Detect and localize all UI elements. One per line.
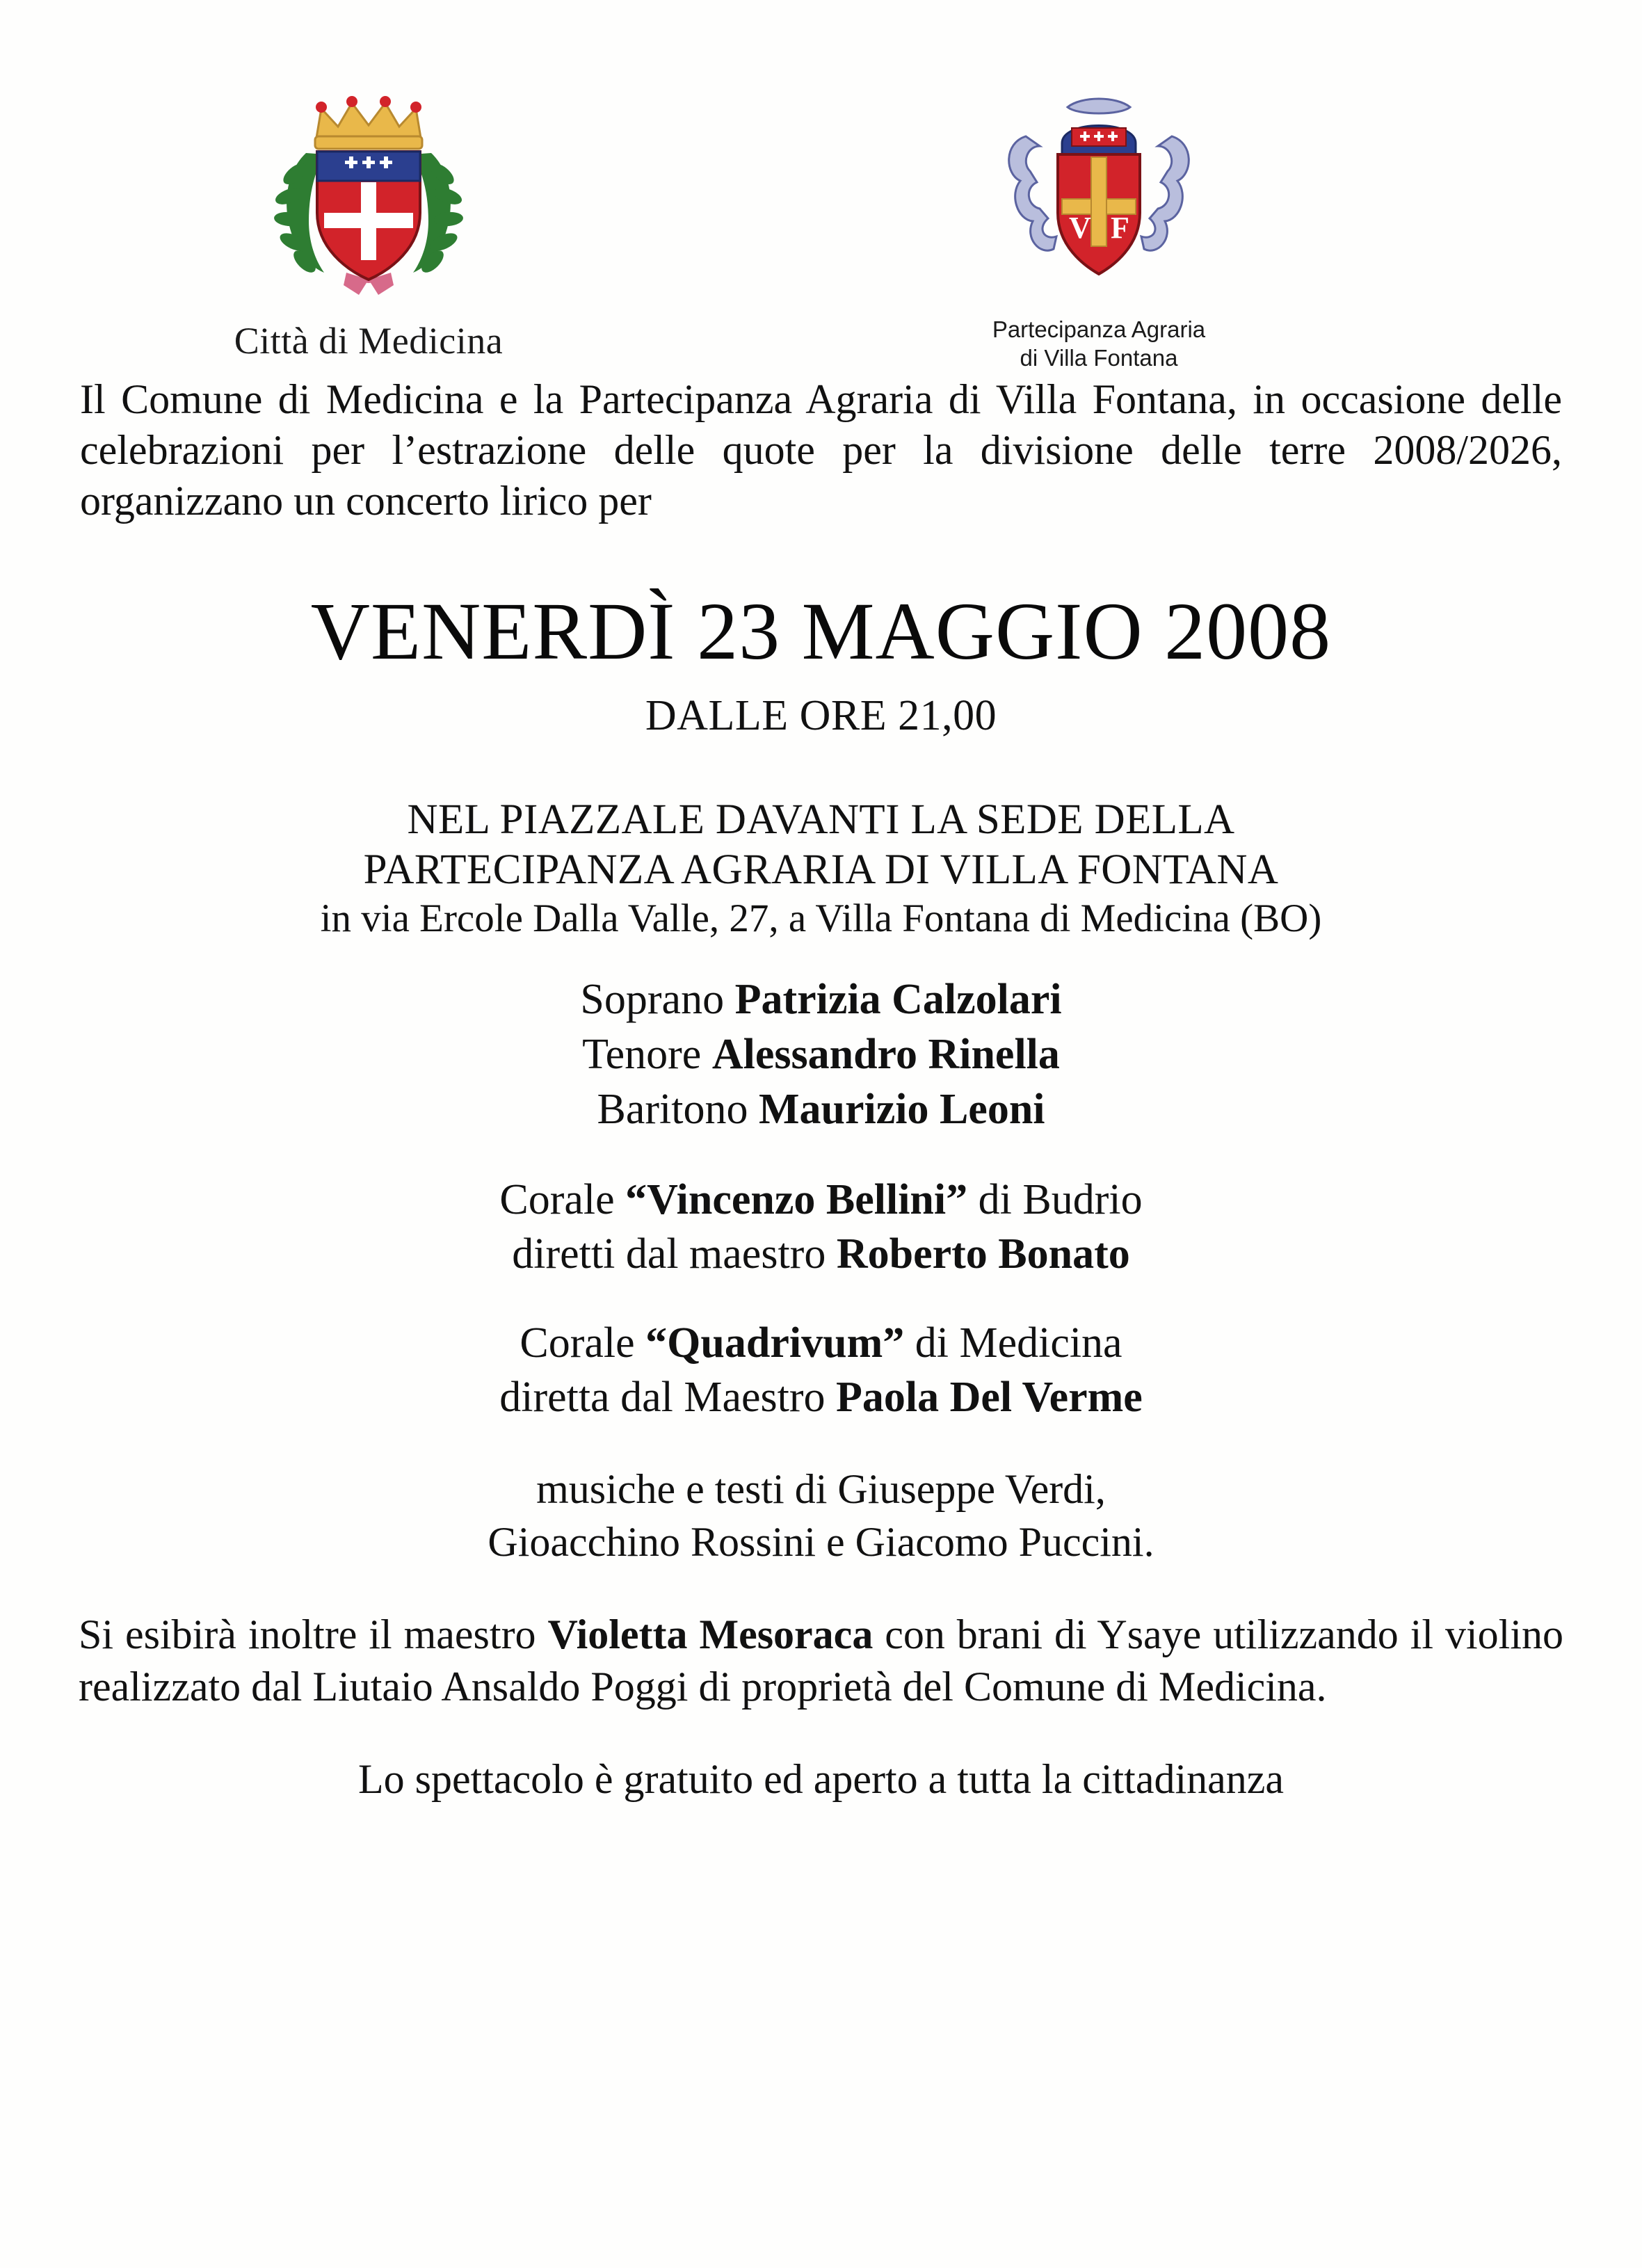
choir-suffix-quadrivum: di Medicina (915, 1319, 1122, 1367)
cast-role-baritono: Baritono (597, 1086, 748, 1134)
extra-performer-paragraph (79, 1609, 1563, 1712)
music-credits (66, 1463, 1576, 1568)
intro-paragraph: Il Comune di Medicina e la Partecipanza Agraria di Villa Fontana, in occasione delle celebrazioni per l’estrazione delle quote per la divisione delle terre 2008/2026, organizzano un concerto lirico per (80, 376, 1562, 524)
svg-text:V: V (1069, 211, 1091, 245)
choir-conductor-prefix-quadrivum: diretta dal Maestro (499, 1374, 826, 1422)
extra-after-text: con brani di Ysaye utilizzando il violino realizzato dal Liutaio Ansaldo Poggi di proprietà del Comune di Medicina. (79, 1611, 1563, 1710)
cast-name-baritono: Maurizio Leoni (758, 1086, 1045, 1134)
medicina-coat-of-arms-icon (223, 77, 515, 309)
extra-before-text: Si esibirà inoltre il maestro (79, 1611, 548, 1658)
music-credits-line1: musiche e testi di Giuseppe Verdi, (536, 1466, 1106, 1513)
cast-name-tenore: Alessandro Rinella (711, 1031, 1060, 1079)
footer-note: Lo spettacolo è gratuito ed aperto a tutta la cittadinanza (357, 1756, 1285, 1803)
svg-text:F: F (1111, 211, 1129, 245)
right-crest-caption-line1: Partecipanza Agraria (992, 316, 1206, 342)
choir-prefix-quadrivum: Corale (520, 1319, 635, 1367)
header (66, 0, 1576, 371)
choir-name-quadrivum: “Quadrivum” (645, 1319, 905, 1367)
venue-block (66, 795, 1576, 942)
event-date-headline: VENERDÌ 23 MAGGIO 2008 (310, 585, 1332, 677)
left-crest-block (104, 77, 633, 362)
choir-conductor-bellini (66, 1227, 1576, 1281)
event-time: DALLE ORE 21,00 (645, 691, 997, 739)
cast-role-soprano: Soprano (580, 975, 725, 1023)
choir-block-quadrivum (66, 1316, 1576, 1424)
right-crest-caption-line2: di Villa Fontana (1020, 345, 1178, 371)
choir-prefix-bellini: Corale (499, 1175, 615, 1223)
choir-conductor-name-quadrivum: Paola Del Verme (836, 1374, 1143, 1422)
venue-line-1: NEL PIAZZALE DAVANTI LA SEDE DELLA (407, 796, 1235, 843)
choir-conductor-prefix-bellini: diretti dal maestro (512, 1230, 826, 1278)
music-credits-line2: Gioacchino Rossini e Giacomo Puccini. (488, 1518, 1154, 1565)
cast-name-soprano: Patrizia Calzolari (734, 975, 1062, 1023)
choir-suffix-bellini: di Budrio (978, 1175, 1143, 1223)
cast-row-soprano (66, 972, 1576, 1027)
extra-performer-name: Violetta Mesoraca (547, 1611, 874, 1658)
venue-address: in via Ercole Dalla Valle, 27, a Villa Fontana di Medicina (BO) (320, 896, 1322, 940)
right-crest-block (855, 77, 1342, 373)
right-crest-caption (992, 315, 1205, 373)
cast-role-tenore: Tenore (582, 1031, 702, 1079)
choir-conductor-quadrivum (66, 1370, 1576, 1424)
venue-line-2: PARTECIPANZA AGRARIA DI VILLA FONTANA (363, 846, 1279, 893)
choir-conductor-name-bellini: Roberto Bonato (836, 1230, 1130, 1278)
left-crest-caption: Città di Medicina (234, 320, 504, 362)
cast-row-tenore (66, 1027, 1576, 1082)
choir-title-bellini (66, 1173, 1576, 1227)
cast-block (66, 972, 1576, 1138)
partecipanza-agraria-coat-of-arms-icon (984, 77, 1214, 303)
choir-title-quadrivum (66, 1316, 1576, 1370)
choir-block-bellini (66, 1173, 1576, 1281)
cast-row-baritono (66, 1082, 1576, 1137)
choir-name-bellini: “Vincenzo Bellini” (625, 1175, 968, 1223)
